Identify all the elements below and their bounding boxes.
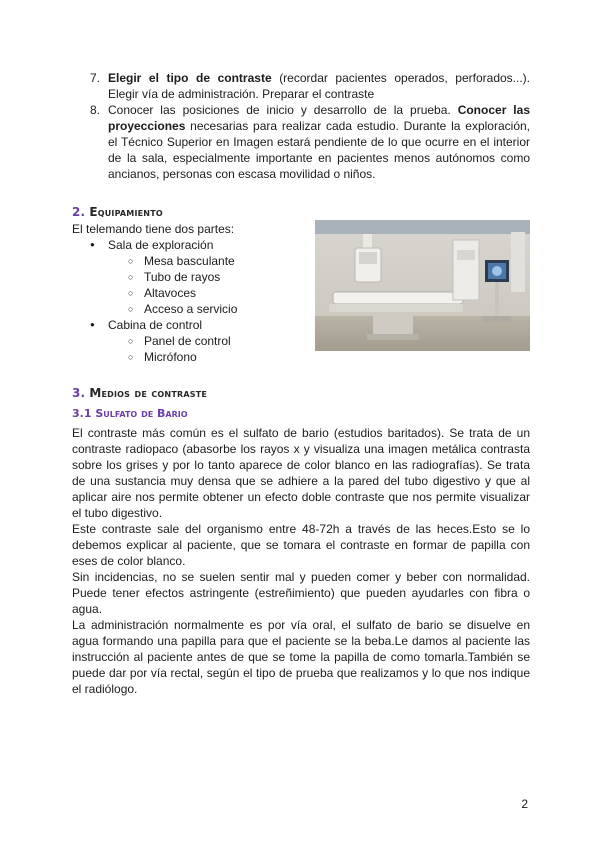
paragraph: El contraste más común es el sulfato de bario (estudios baritados). Se trata de un contraste radiopaco (abasorbe los rayos x y visualiza una imagen metálica contrasta sobre los grises y por lo tanto aparece de color blanco en las radiografías). Se trata de una sustancia muy densa que se adhiere a la pared del tubo digestivo y que al aplicar aire nos permite obtener un efecto doble contraste que nos permite visualizar el tubo digestivo.: [72, 426, 530, 520]
equipment-parts-list: [72, 237, 302, 365]
section-body: [72, 425, 530, 697]
subsection-heading-sulfato-de-bario: [72, 406, 188, 422]
section-intro: El telemando tiene dos partes:: [72, 222, 235, 236]
section-number: 2.: [72, 205, 86, 219]
sub-list: [108, 333, 302, 365]
page-number: 2: [521, 797, 528, 811]
paragraph: Sin incidencias, no se suelen sentir mal y pueden comer y beber con normalidad. Puede tener efectos astringente (estreñimiento) que pueden ayudarles con fibra o agua.: [72, 570, 530, 616]
list-item: [72, 70, 530, 102]
xray-room-photo: [315, 220, 530, 351]
step-text: (recordar pacientes operados, perforados...). Elegir vía de administración. Preparar el contraste: [108, 71, 530, 101]
step-text: Conocer las posiciones de inicio y desarrollo de la prueba.: [108, 103, 458, 117]
list-item: ○ Panel de control: [108, 333, 302, 349]
steps-list: [72, 70, 530, 182]
subsection-title: Sulfato de Bario: [95, 407, 188, 420]
subsection-number: 3.1: [72, 407, 92, 420]
step-number: 8.: [90, 103, 101, 117]
section-heading-medios-de-contraste: [72, 385, 207, 401]
part-label: Cabina de control: [108, 318, 203, 332]
list-item: ○ Micrófono: [108, 349, 302, 365]
list-item: [72, 237, 302, 317]
step-bold-text: Elegir el tipo de contraste: [108, 71, 272, 85]
list-item: ○ Mesa basculante: [108, 253, 302, 269]
list-item: ○ Tubo de rayos: [108, 269, 302, 285]
step-number: 7.: [90, 71, 101, 85]
section-number: 3.: [72, 386, 86, 400]
section-heading-equipamiento: [72, 204, 163, 220]
section-title: Medios de contraste: [89, 386, 208, 400]
step-bold-text: Conocer las proyecciones: [108, 103, 530, 133]
list-item: [72, 102, 530, 182]
list-item: ○ Acceso a servicio: [108, 301, 302, 317]
paragraph: La administración normalmente es por vía oral, el sulfato de bario se disuelve en agua formando una papilla para que el paciente se la beba.Le damos al paciente las instrucción al paciente antes de que se tome la papilla de como tomarla.También se puede dar por vía rectal, según el tipo de prueba que realizamos y lo que nos indique el radiólogo.: [72, 618, 530, 696]
part-label: Sala de exploración: [108, 238, 214, 252]
list-item: [72, 317, 302, 365]
sub-list: [108, 253, 302, 317]
list-item: ○ Altavoces: [108, 285, 302, 301]
section-title: Equipamiento: [89, 205, 163, 219]
step-text: necesarias para realizar cada estudio. Durante la exploración, el Técnico Superior en Imagen estará pendiente de lo que ocurre en el interior de la sala, especialmente importante en pacientes menos autónomos como ancianos, personas con escasa movilidad o niños.: [108, 119, 530, 181]
paragraph: Este contraste sale del organismo entre 48-72h a través de las heces.Esto se lo debemos explicar al paciente, que se tomara el contraste en formar de papilla con eses de color blanco.: [72, 522, 530, 568]
